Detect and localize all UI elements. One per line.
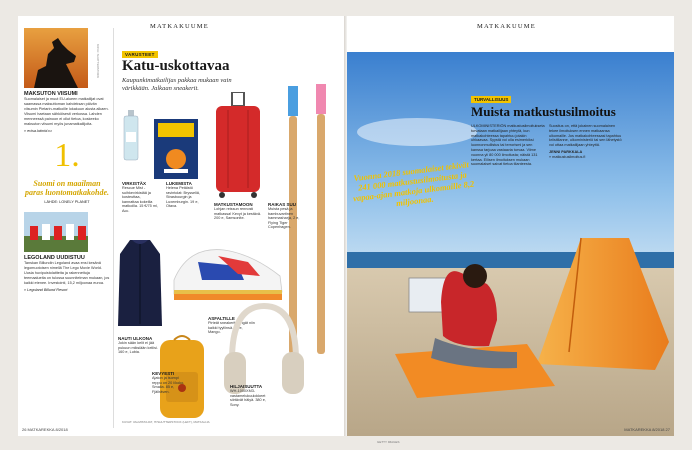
product-1-title: VIRKISTÄX: [122, 181, 147, 186]
product-6-text: Pirteät sneakerit kengät niin kaikki tyyliinsä. 60 e, Mango.: [208, 321, 255, 335]
right-col2-link[interactable]: » matkustusilmoitus.fi: [549, 154, 586, 159]
left-page: [18, 16, 345, 436]
product-4-title: RAIKAS SUU: [268, 202, 297, 207]
right-section-tag: TURVALLISUUS: [471, 96, 511, 103]
product-3: [214, 202, 264, 221]
sidebar-item1-title: MAKSUTON VIISUMI: [24, 91, 78, 97]
sidebar-item2-link[interactable]: » Legoland Billund Resort: [24, 288, 68, 292]
book-cover-image: [154, 119, 198, 184]
sidebar-item2-title: LEGOLAND UUDISTUU: [24, 255, 85, 261]
sidebar-item1-text: Suomalaiset ja muut EU-alueen matkailijat ovat saamassa maksuttoman kahdeksan päivän viisumin Pietarin-matkoille lokakuun alusta alkaen. Viisumi haetaan sähköisesti verkossa. Lahden menneessä painoon ei ollut tietoa, koskeeko maksuton viisumi myös junamatkailijoita.: [24, 97, 109, 126]
product-2: [166, 181, 206, 209]
right-col2-signature: JENNI PARKKALA: [549, 149, 583, 154]
toothbrush-pink-image: [314, 84, 328, 359]
product-4: [268, 202, 308, 230]
jacket-image: [116, 236, 164, 337]
product-8-text: WH-1000XM3-vastamelukuulokkeet siirtävät hälyä. 380 e, Sony.: [230, 389, 266, 407]
product-1: [122, 181, 158, 214]
product-7-text: Ajaton ja isompi reppu on 20 l/koko. Smalla. 85 e, Fjällräven.: [152, 376, 185, 394]
running-head-left: MATKAKUUME: [150, 23, 209, 30]
right-page-number: MATKAREKKA 8/2018 27: [624, 427, 670, 432]
left-deck: Kaupunkimatkailijas pakkaa mukaan vain värikkään. Jalkaan sneakerit.: [122, 77, 232, 92]
red-suitcase-image: [214, 92, 262, 203]
sidebar-item2-text: Tanskan Billundin Legoland avaa ensi kesänä legomuotoisen nimellä The Lego Movie World. Uusia huvipuistolaitteita ja rakennettuja teemaalueita on tulossa suunnitelman mukaan, jos kaikki etenee. Investointi, 15,2 miljoonaa euroa.: [24, 261, 110, 285]
right-col2: [549, 124, 623, 160]
left-title: Katu-uskottavaa: [122, 58, 230, 74]
left-page-number: 26 MATKAREKKA 8/2018: [22, 427, 68, 432]
sidebar-quote: Suomi on maailman paras luontomatkakohde.: [24, 179, 109, 197]
left-credit: KUVAT: VALMISTAJAT, IT/SHUTTERSTOCK (LEFT), MATKALIJA: [122, 420, 210, 424]
product-5-title: NAUTI ULKONA: [118, 336, 153, 341]
product-4-text: Muista pesä ja bambuvartinen hammasharja, 2 e, Flying Tiger Copenhagen.: [268, 207, 300, 230]
product-8-title: HILJAISUUTTA: [230, 384, 263, 389]
product-5: [118, 336, 158, 355]
right-page: [347, 16, 674, 444]
product-7-title: KEVYESTI: [152, 371, 175, 376]
product-5-text: Jokin sään kelit ei jää pukuun miksiään keliisi. 160 e, Lubia.: [118, 341, 158, 355]
sidebar-item1-link[interactable]: » evisa.kdmid.ru: [24, 129, 52, 133]
right-pull-quote: Vuonna 2018 suomalaiset tekivät 241 000 matkustusilmoitusta ja vapaa-ajan matkoja ulkomaille 8,2 miljoonaa.: [352, 159, 475, 209]
product-8: [230, 384, 276, 407]
product-2-text: Helena Petäistö ravintolat: Brysseliä, Strasbourgin ja Luxemburgin. 19 e, Otava.: [166, 186, 200, 209]
statue-photo: [24, 28, 88, 88]
column-divider: [113, 28, 114, 428]
product-6-title: ASFALTILLE: [208, 316, 235, 321]
product-1-text: Rescue Mist -suihkevirkistää ja kosteuttaa, kannattaa kokeilla matkoilla. 15 €/75 ml, Acc.: [122, 186, 158, 213]
product-7: [152, 371, 188, 394]
product-3-title: MATKUSTAMOON: [214, 202, 253, 207]
section-tag: VARUSTEET: [122, 51, 158, 58]
right-photo-credit: GETTY IMAGES: [377, 440, 400, 444]
right-col1-text: ULKOMINISTERIÖN matkustusilmoitukseta turvataan matkailijaan yhteytä, kun matkakohteessa tapahtuu jotakin uhkaavaa. Syystä voi olla esimerkiksi luonnonmullistus tai terrorismi ja sen kanssa tarjoaa vastaavia turvaa. Viime vuonna yli 80 000 ilmoitusta; näistä 131 kertaa. Eilisen ilmoituksen mukaan suomalaiset saivat tietoa tilanteesta.: [471, 124, 545, 167]
sidebar-photo-credit: KUVA: SHUTTERSTOCK: [96, 44, 100, 79]
lego-photo: [24, 212, 88, 252]
product-2-title: LUKEMISTA: [166, 181, 192, 186]
running-head-right: MATKAKUUME: [477, 23, 536, 30]
right-title: Muista matkustusilmoitus: [471, 104, 616, 119]
product-3-text: Lohjan reissun rennosti matkassa! Kevyt ja kestävä. 200 e, Samsonite.: [214, 207, 262, 221]
big-number: 1.: [54, 137, 80, 174]
sidebar-quote-source: LÄHDE: LONELY PLANET: [44, 200, 90, 204]
right-col2-text: Suositus on, että jokainen suomalainen tekee ilmoituksen ennen matkaansa ulkomaille. Jos matkakohteessasi tapahtuu kriisitilanne, ulkoministeriö tai sen lähetystö voi ottaa matkailijaan yhteyttä.: [549, 124, 622, 148]
spray-bottle-image: [122, 110, 140, 167]
